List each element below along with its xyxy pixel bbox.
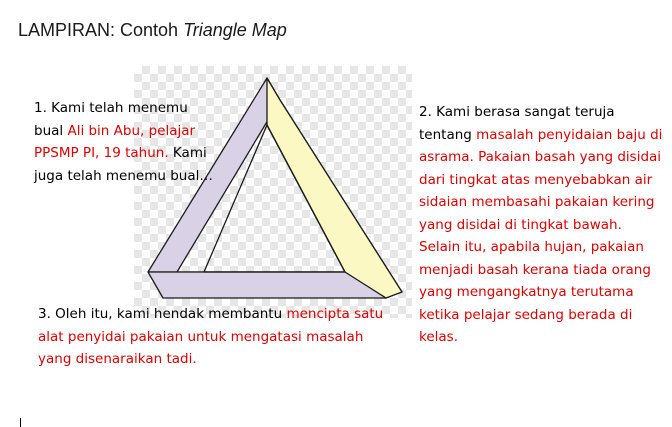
note-3-highlight: mencipta satu alat penyidai pakaian untuk mengatasi masalah yang disenaraikan tadi. [38,306,384,367]
note-1-highlight: Ali bin Abu, pelajar PPSMP PI, 19 tahun. [34,122,196,161]
note-2-highlight: masalah penyidaian baju di asrama. Pakaian basah yang disidai dari tingkat atas menyebabkan air sidaian membasahi pakaian kering yang disidai di tingkat bawah. Selain itu, apabila hujan, pakaian menjadi basah kerana tiada orang yang mengangkatnya terutama ketika pelajar sedang berada di kelas. [419,126,663,345]
title-italic: Triangle Map [183,20,287,40]
note-2-part1: 2. Kami berasa sangat teruja tentang [419,104,615,143]
title-prefix: LAMPIRAN: Contoh [18,20,184,40]
note-1-part2: Kami juga telah menemu bual… [34,145,213,184]
note-2-text [419,101,663,349]
note-3-part1: 3. Oleh itu, kami hendak membantu [38,306,287,322]
note-1-text [34,97,214,187]
note-1-part1: 1. Kami telah menemu bual [34,100,188,139]
note-3-text [38,303,398,371]
triangle-bottom-beam [148,272,386,298]
text-cursor [20,418,21,427]
